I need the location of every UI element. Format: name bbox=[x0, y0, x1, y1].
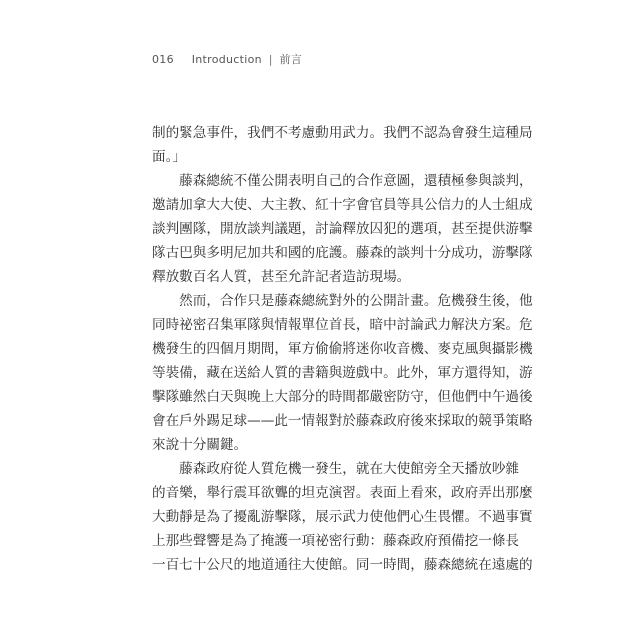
text-line: 機發生的四個月期間，軍方偷偷將迷你收音機、麥克風與攝影機 bbox=[152, 341, 533, 357]
text-line: 制的緊急事件，我們不考慮動用武力。我們不認為會發生這種局 bbox=[152, 125, 533, 141]
running-header bbox=[152, 51, 302, 67]
section-title: Introduction bbox=[191, 53, 262, 66]
text-line: 然而，合作只是藤森總統對外的公開計畫。危機發生後，他 bbox=[152, 293, 533, 309]
text-line: 會在戶外踢足球——此一情報對於藤森政府後來採取的競爭策略 bbox=[152, 413, 533, 429]
text-line: 隊古巴與多明尼加共和國的庇護。藤森的談判十分成功，游擊隊 bbox=[152, 245, 533, 261]
chapter-title: 前言 bbox=[279, 53, 303, 66]
text-line: 面。」 bbox=[152, 149, 186, 165]
text-line: 的音樂，舉行震耳欲聾的坦克演習。表面上看來，政府弄出那麼 bbox=[152, 485, 533, 501]
header-separator: | bbox=[268, 53, 273, 66]
text-line: 一百七十公尺的地道通往大使館。同一時間，藤森總統在遠處的 bbox=[152, 557, 533, 573]
text-line: 擊隊雖然白天與晚上大部分的時間都嚴密防守，但他們中午過後 bbox=[152, 389, 533, 405]
text-line: 來說十分關鍵。 bbox=[152, 437, 248, 453]
text-line: 同時祕密召集軍隊與情報單位首長，暗中討論武力解決方案。危 bbox=[152, 317, 533, 333]
text-line: 邀請加拿大大使、大主教、紅十字會官員等具公信力的人士組成 bbox=[152, 197, 533, 213]
page-number: 016 bbox=[152, 53, 174, 66]
text-line: 釋放數百名人質，甚至允許記者造訪現場。 bbox=[152, 269, 411, 285]
body-text bbox=[152, 121, 533, 577]
text-line: 上那些聲響是為了掩護一項祕密行動：藤森政府預備挖一條長 bbox=[152, 533, 520, 549]
text-line: 談判團隊，開放談判議題，討論釋放囚犯的選項，甚至提供游擊 bbox=[152, 221, 533, 237]
text-line: 藤森政府從人質危機一發生，就在大使館旁全天播放吵雜 bbox=[152, 461, 520, 477]
text-line: 等裝備，藏在送給人質的書籍與遊戲中。此外，軍方還得知，游 bbox=[152, 365, 533, 381]
text-line: 大動靜是為了擾亂游擊隊，展示武力使他們心生畏懼。不過事實 bbox=[152, 509, 533, 525]
text-line: 藤森總統不僅公開表明自己的合作意圖，還積極參與談判， bbox=[152, 173, 533, 189]
